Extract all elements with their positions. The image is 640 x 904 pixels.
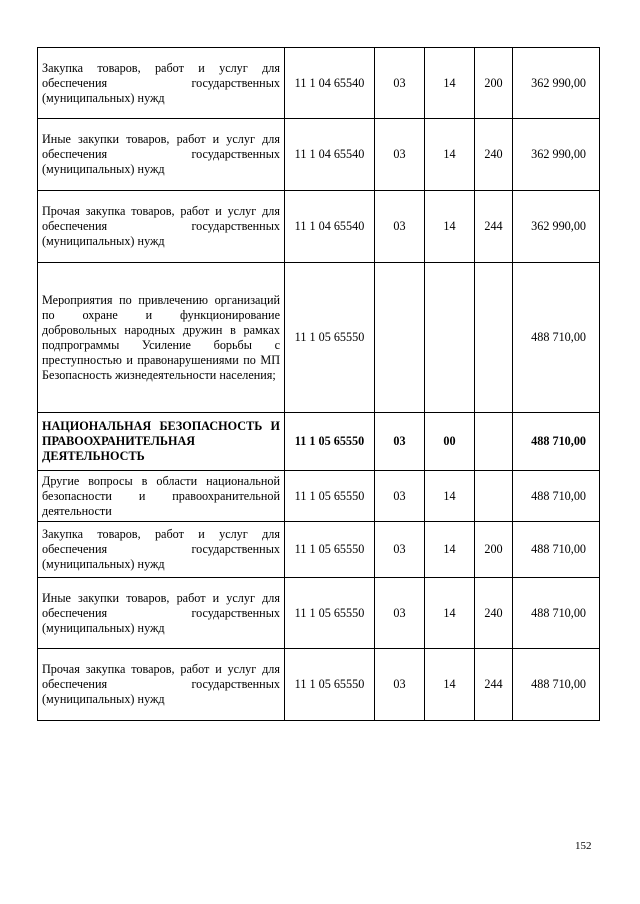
subsection-cell: 14 [425,191,475,263]
amount-cell: 488 710,00 [513,649,600,721]
subsection-cell: 14 [425,119,475,191]
target-code-cell: 11 1 04 65540 [285,119,375,191]
amount-cell: 488 710,00 [513,522,600,578]
item-name-cell: Иные закупки товаров, работ и услуг для обеспечения государственных (муниципальных) нужд [38,119,285,191]
target-code-cell: 11 1 05 65550 [285,578,375,649]
section-cell: 03 [375,578,425,649]
target-code-cell: 11 1 05 65550 [285,263,375,413]
amount-cell: 488 710,00 [513,263,600,413]
section-cell: 03 [375,48,425,119]
section-cell [375,263,425,413]
expense-type-cell: 244 [475,649,513,721]
target-code-cell: 11 1 05 65550 [285,522,375,578]
item-name-cell: НАЦИОНАЛЬНАЯ БЕЗОПАСНОСТЬ И ПРАВООХРАНИТЕЛЬНАЯ ДЕЯТЕЛЬНОСТЬ [38,413,285,471]
subsection-cell: 00 [425,413,475,471]
amount-cell: 362 990,00 [513,191,600,263]
expense-type-cell: 244 [475,191,513,263]
expense-type-cell: 240 [475,119,513,191]
section-cell: 03 [375,471,425,522]
section-cell: 03 [375,522,425,578]
item-name-cell: Прочая закупка товаров, работ и услуг для обеспечения государственных (муниципальных) нужд [38,649,285,721]
subsection-cell: 14 [425,48,475,119]
expense-type-cell [475,413,513,471]
table-row [38,413,600,471]
expense-type-cell: 240 [475,578,513,649]
amount-cell: 362 990,00 [513,48,600,119]
table-row [38,522,600,578]
table-row [38,578,600,649]
target-code-cell: 11 1 05 65550 [285,471,375,522]
subsection-cell: 14 [425,471,475,522]
amount-cell: 488 710,00 [513,578,600,649]
subsection-cell: 14 [425,522,475,578]
target-code-cell: 11 1 04 65540 [285,191,375,263]
amount-cell: 362 990,00 [513,119,600,191]
target-code-cell: 11 1 05 65550 [285,413,375,471]
amount-cell: 488 710,00 [513,471,600,522]
section-cell: 03 [375,413,425,471]
subsection-cell: 14 [425,578,475,649]
budget-table [37,47,600,721]
table-body [38,48,600,721]
target-code-cell: 11 1 04 65540 [285,48,375,119]
expense-type-cell [475,471,513,522]
section-cell: 03 [375,649,425,721]
table-row [38,263,600,413]
item-name-cell: Мероприятия по привлечению организаций по охране и функционирование добровольных народных дружин в рамках подпрограммы Усиление борьбы с преступностью и правонарушениями по МП Безопасность жизнедеятельности населения; [38,263,285,413]
table-row [38,191,600,263]
item-name-cell: Иные закупки товаров, работ и услуг для обеспечения государственных (муниципальных) нужд [38,578,285,649]
amount-cell: 488 710,00 [513,413,600,471]
expense-type-cell [475,263,513,413]
section-cell: 03 [375,119,425,191]
table-row [38,649,600,721]
table-row [38,48,600,119]
subsection-cell [425,263,475,413]
expense-type-cell: 200 [475,522,513,578]
item-name-cell: Прочая закупка товаров, работ и услуг для обеспечения государственных (муниципальных) нужд [38,191,285,263]
table-row [38,471,600,522]
subsection-cell: 14 [425,649,475,721]
section-cell: 03 [375,191,425,263]
table-row [38,119,600,191]
item-name-cell: Закупка товаров, работ и услуг для обеспечения государственных (муниципальных) нужд [38,48,285,119]
item-name-cell: Другие вопросы в области национальной безопасности и правоохранительной деятельности [38,471,285,522]
item-name-cell: Закупка товаров, работ и услуг для обеспечения государственных (муниципальных) нужд [38,522,285,578]
target-code-cell: 11 1 05 65550 [285,649,375,721]
page-number: 152 [575,840,592,852]
expense-type-cell: 200 [475,48,513,119]
